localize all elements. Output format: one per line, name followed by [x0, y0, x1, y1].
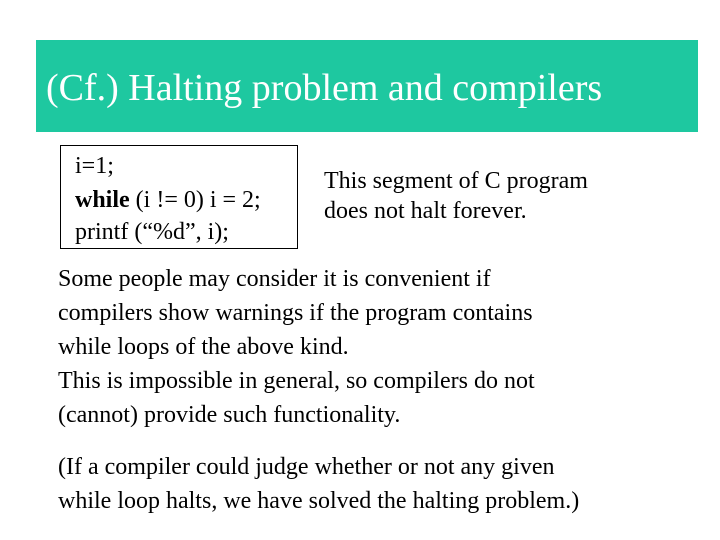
note-line-2: while loop halts, we have solved the halting problem.)	[58, 488, 580, 514]
while-keyword: while	[75, 187, 130, 213]
code-snippet-box	[60, 145, 298, 249]
body-line-3: while loops of the above kind.	[58, 334, 349, 360]
code-line-3: printf (“%d”, i);	[75, 219, 229, 245]
code-comment	[324, 166, 588, 226]
body-line-5: (cannot) provide such functionality.	[58, 402, 401, 428]
explanation-paragraph	[58, 262, 535, 432]
note-line-1: (If a compiler could judge whether or not any given	[58, 454, 555, 480]
body-line-4: This is impossible in general, so compilers do not	[58, 368, 535, 394]
slide-title: (Cf.) Halting problem and compilers	[46, 67, 603, 109]
code-line-2-rest: (i != 0) i = 2;	[129, 187, 261, 213]
title-banner	[36, 40, 698, 132]
code-line-2	[75, 186, 261, 214]
body-line-2: compilers show warnings if the program contains	[58, 300, 533, 326]
comment-line-2: does not halt forever.	[324, 198, 527, 224]
body-line-1: Some people may consider it is convenient if	[58, 266, 491, 292]
comment-line-1: This segment of C program	[324, 168, 588, 194]
halting-note	[58, 450, 579, 518]
code-line-1: i=1;	[75, 153, 114, 179]
